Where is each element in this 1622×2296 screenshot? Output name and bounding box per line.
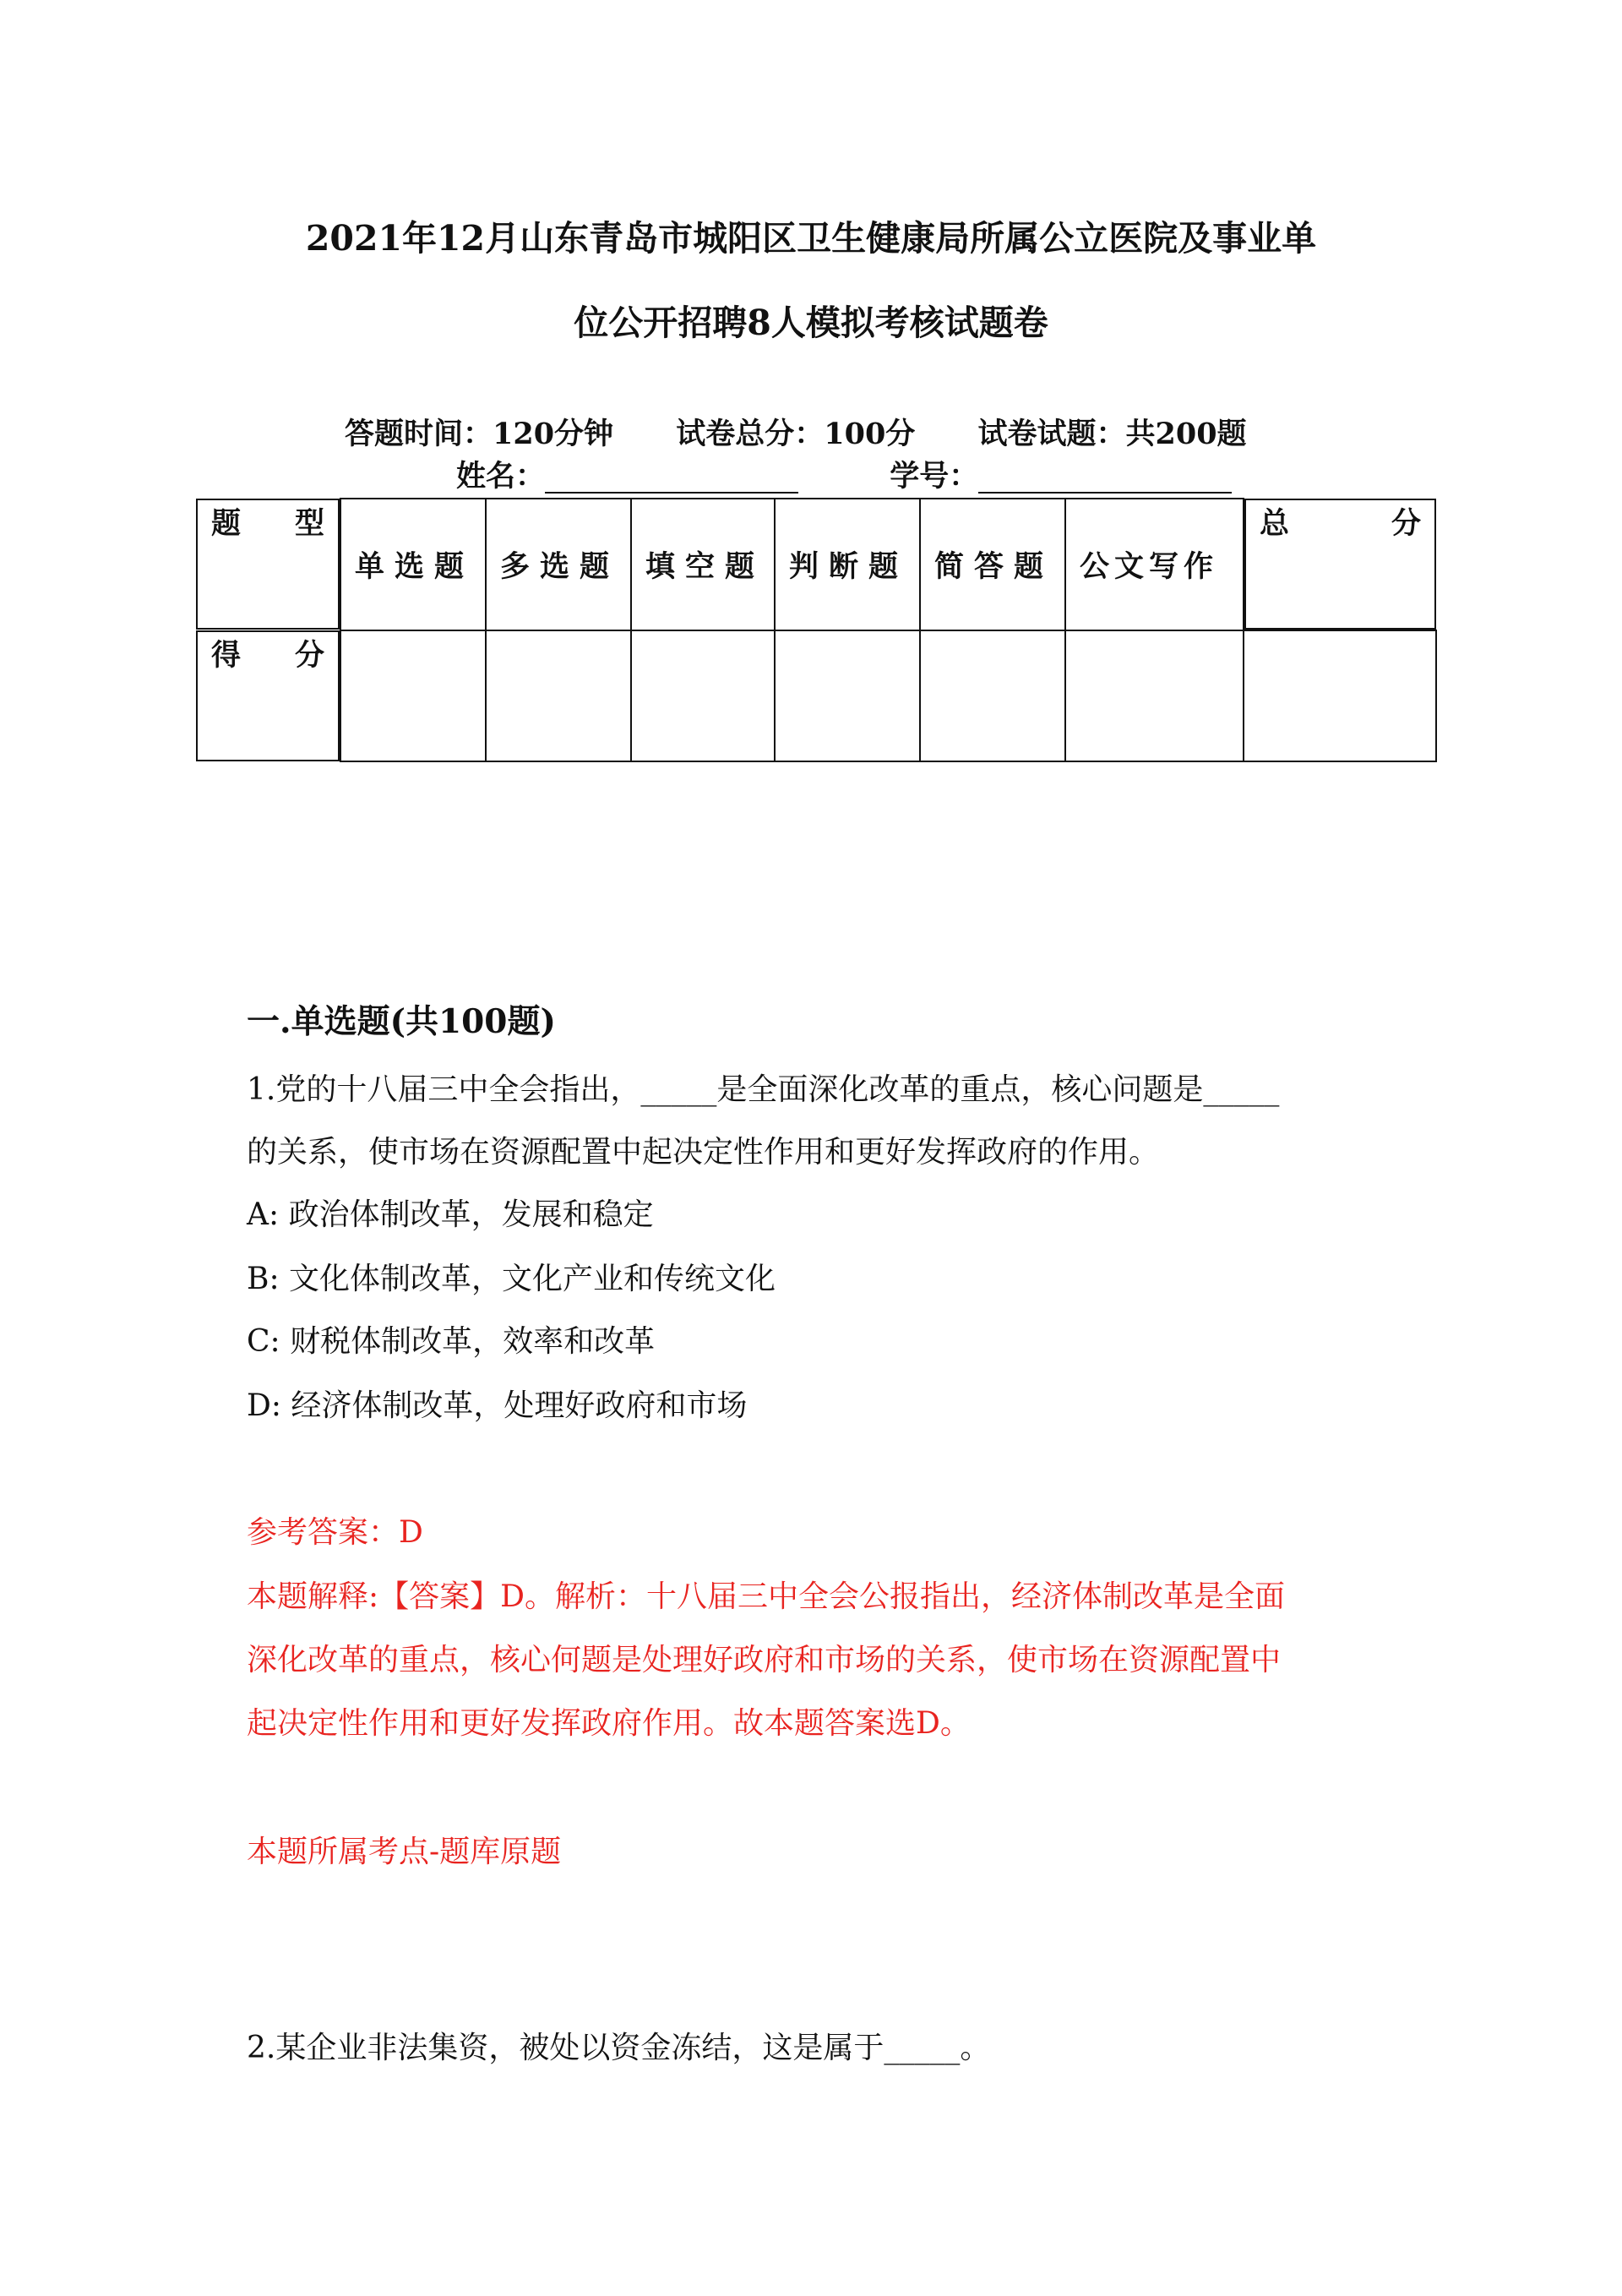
page-title-line-1: 2021年12月山东青岛市城阳区卫生健康局所属公立医院及事业单: [305, 218, 1317, 259]
name-label: 姓名：: [456, 459, 546, 494]
score-table-header-row: [196, 499, 1436, 630]
exam-total-score: 试卷总分：100分: [676, 417, 916, 451]
score-cell-fill-blank: [631, 630, 775, 761]
q1-answer: 参考答案：D: [247, 1515, 423, 1550]
score-cell-true-false: [775, 630, 920, 761]
name-blank: [545, 466, 798, 494]
q2-stem-line-1: 2.某企业非法集资，被处以资金冻结，这是属于_____。: [247, 2031, 991, 2065]
score-table: [196, 498, 1437, 762]
q1-explanation-line-3: 起决定性作用和更好发挥政府作用。故本题答案选D。: [247, 1706, 971, 1741]
q1-explanation-line-1: 本题解释:【答案】D。解析：十八届三中全会公报指出，经济体制改革是全面: [247, 1579, 1285, 1614]
page-title-line-2: 位公开招聘8人模拟考核试题卷: [574, 303, 1048, 343]
section-title: 一.单选题(共100题): [247, 1002, 556, 1041]
exam-question-count: 试卷试题：共200题: [977, 417, 1247, 451]
score-cell-short-answer: [920, 630, 1065, 761]
q1-option-b: B: 文化体制改革，文化产业和传统文化: [247, 1262, 776, 1296]
score-cell-multiple-choice: [486, 630, 631, 761]
score-table-score-row: [196, 630, 1436, 761]
score-cell-official-writing: [1065, 630, 1244, 761]
q1-stem-line-2: 的关系，使市场在资源配置中起决定性作用和更好发挥政府的作用。: [247, 1135, 1160, 1170]
q1-stem-line-1: 1.党的十八届三中全会指出，_____是全面深化改革的重点，核心问题是_____: [247, 1072, 1280, 1107]
q1-option-d: D: 经济体制改革，处理好政府和市场: [247, 1388, 748, 1423]
student-id-blank: [978, 466, 1232, 494]
score-cell-total: [1244, 630, 1436, 761]
student-id-label: 学号：: [890, 459, 979, 494]
header-total-cell: 总 分: [1244, 499, 1436, 630]
header-short-answer: 简答题: [920, 499, 1065, 630]
exam-info-row: [345, 417, 1247, 451]
score-cell-single-choice: [340, 630, 486, 761]
header-official-writing: 公文写作: [1065, 499, 1244, 630]
header-fill-blank: 填空题: [631, 499, 775, 630]
header-multiple-choice: 多选题: [486, 499, 631, 630]
header-type-cell: 题 型: [196, 499, 340, 630]
header-true-false: 判断题: [775, 499, 920, 630]
header-single-choice: 单选题: [340, 499, 486, 630]
exam-time: 答题时间：120分钟: [345, 417, 614, 451]
q1-source: 本题所属考点-题库原题: [247, 1835, 562, 1869]
row-score-label-cell: 得 分: [196, 630, 340, 761]
q1-option-a: A: 政治体制改革，发展和稳定: [247, 1197, 654, 1232]
student-info-row: [456, 460, 1232, 494]
q1-option-c: C: 财税体制改革，效率和改革: [247, 1324, 656, 1359]
q1-explanation-line-2: 深化改革的重点，核心何题是处理好政府和市场的关系，使市场在资源配置中: [247, 1643, 1282, 1677]
